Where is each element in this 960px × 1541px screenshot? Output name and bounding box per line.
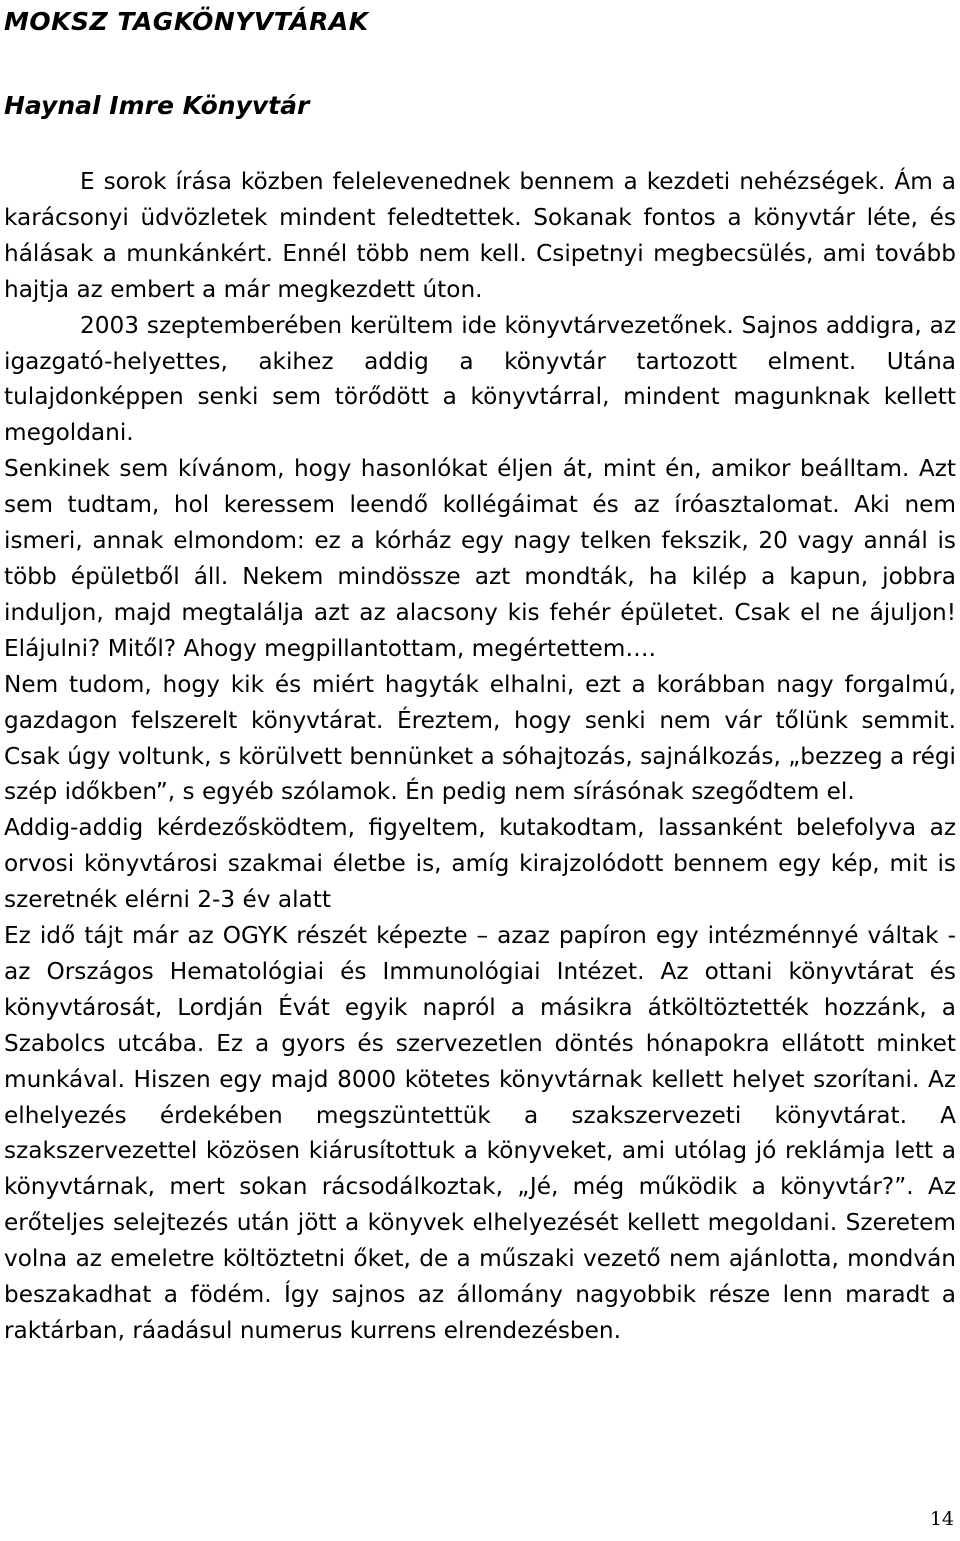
page-number: 14 [929,1508,954,1530]
section-title: MOKSZ TAGKÖNYVTÁRAK [4,7,369,36]
paragraph-3: Senkinek sem kívánom, hogy hasonlókat éljen át, mint én, amikor beálltam. Azt sem tudtam, hol keressem leendő kollégáimat és az íróasztalomat. Aki nem ismeri, annak elmondom: ez a kórház egy nagy telken fekszik, 20 vagy annál is több épületből áll. Nekem mindössze azt mondták, ha kilép a kapun, jobbra induljon, majd megtalálja azt az alacsony kis fehér épületet. Csak el ne ájuljon! Elájulni? Mitől? Ahogy megpillantottam, megértettem…. [4,455,956,662]
paragraph-6: Ez idő tájt már az OGYK részét képezte – azaz papíron egy intézménnyé váltak - az Országos Hematológiai és Immunológiai Intézet. Az ottani könyvtárat és könyvtárosát, Lordján Évát egyik napról a másikra átköltöztették hozzánk, a Szabolcs utcába. Ez a gyors és szervezetlen döntés hónapokra ellátott minket munkával. Hiszen egy majd 8000 kötetes könyvtárnak kellett helyet szorítani. Az elhelyezés érdekében megszüntettük a szakszervezeti könyvtárat. A szakszervezettel közösen kiárusítottuk a könyveket, ami utólag jó reklámja lett a könyvtárnak, mert sokan rácsodálkoztak, „Jé, még működik a könyvtár?”. Az erőteljes selejtezés után jött a könyvek elhelyezését kellett megoldani. Szeretem volna az emeletre költöztetni őket, de a műszaki vezető nem ajánlotta, mondván beszakadhat a födém. Így sajnos az állomány nagyobbik része lenn maradt a raktárban, ráadásul numerus kurrens elrendezésben. [4,922,956,1344]
paragraph-2: 2003 szeptemberében kerültem ide könyvtárvezetőnek. Sajnos addigra, az igazgató-helyettes, akihez addig a könyvtár tartozott elment. Utána tulajdonképpen senki sem törődött a könyvtárral, mindent magunknak kellett megoldani. [4,311,956,447]
paragraph-5: Addig-addig kérdezősködtem, figyeltem, kutakodtam, lassanként belefolyva az orvosi könyvtárosi szakmai életbe is, amíg kirajzolódott bennem egy kép, mit is szeretnék elérni 2-3 év alatt [4,814,956,914]
library-name-heading: Haynal Imre Könyvtár [4,91,310,120]
article-body [4,164,956,1349]
paragraph-1: E sorok írása közben felelevenednek bennem a kezdeti nehézségek. Ám a karácsonyi üdvözletek mindent feledtettek. Sokanak fontos a könyvtár léte, és hálásak a munkánkért. Ennél több nem kell. Csipetnyi megbecsülés, ami tovább hajtja az embert a már megkezdett úton. [4,168,956,303]
paragraph-4: Nem tudom, hogy kik és miért hagyták elhalni, ezt a korábban nagy forgalmú, gazdagon felszerelt könyvtárat. Éreztem, hogy senki nem vár tőlünk semmit. Csak úgy voltunk, s körülvett bennünket a sóhajtozás, sajnálkozás, „bezzeg a régi szép időkben”, s egyéb szólamok. Én pedig nem sírásónak szegődtem el. [4,670,956,806]
